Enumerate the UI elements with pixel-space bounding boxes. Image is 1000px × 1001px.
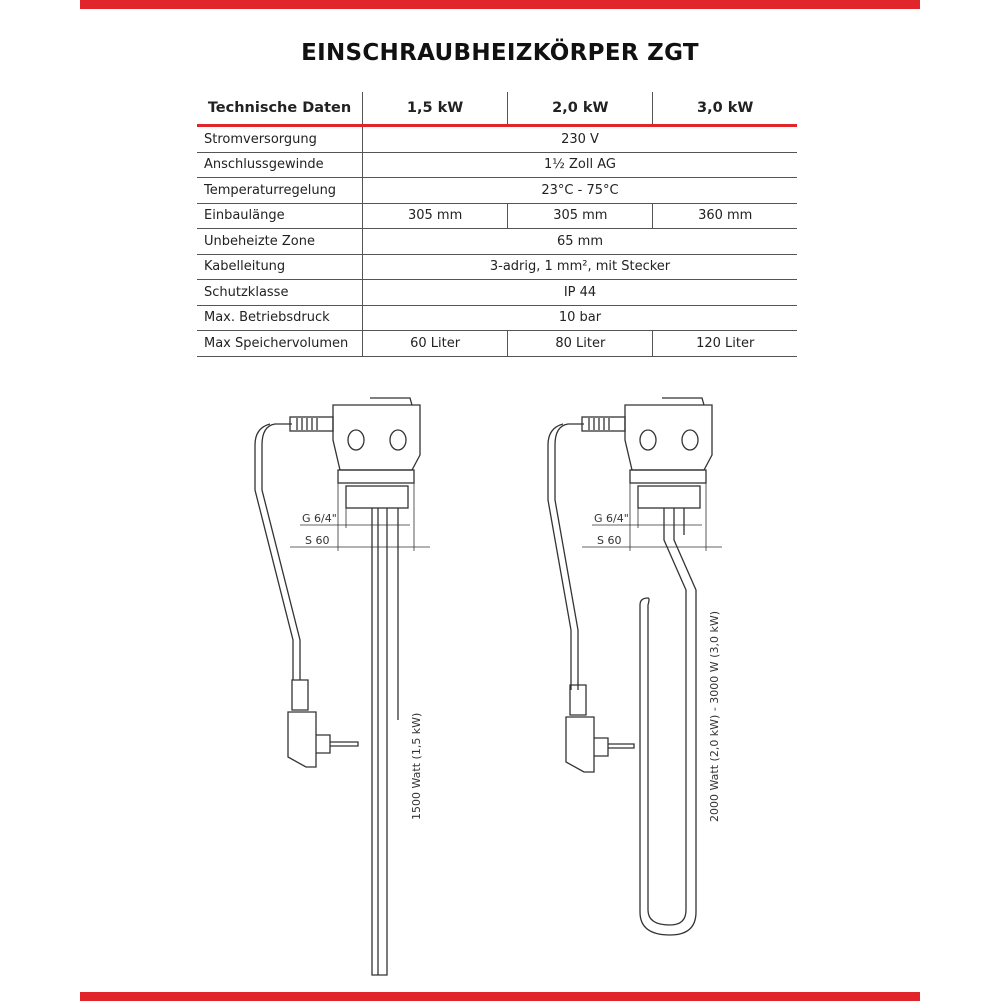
header-1-5kw: 1,5 kW: [363, 92, 508, 126]
row-value: 60 Liter: [363, 331, 508, 357]
cable: [548, 424, 584, 690]
thermostat-head: [333, 398, 420, 470]
row-value: 23°C - 75°C: [363, 178, 798, 204]
thread-label: G 6/4": [302, 512, 337, 525]
row-value: 305 mm: [363, 203, 508, 229]
cable: [255, 424, 300, 680]
size-label: S 60: [597, 534, 622, 547]
thread: [346, 486, 408, 508]
hex-nut: [630, 470, 706, 483]
header-label: Technische Daten: [197, 92, 363, 126]
row-value: 10 bar: [363, 305, 798, 331]
header-2-0kw: 2,0 kW: [508, 92, 653, 126]
grommet-ribs: [297, 418, 317, 430]
row-label: Unbeheizte Zone: [197, 229, 363, 255]
row-value: 65 mm: [363, 229, 798, 255]
thread-label: G 6/4": [594, 512, 629, 525]
size-label: S 60: [305, 534, 330, 547]
row-label: Schutzklasse: [197, 280, 363, 306]
heater-drawing-2-3kw: [548, 398, 722, 935]
power-label: 2000 Watt (2,0 kW) - 3000 W (3,0 kW): [708, 611, 721, 822]
row-value: 3-adrig, 1 mm², mit Stecker: [363, 254, 798, 280]
row-value: 1½ Zoll AG: [363, 152, 798, 178]
row-value: IP 44: [363, 280, 798, 306]
row-label: Temperaturregelung: [197, 178, 363, 204]
thread: [638, 486, 700, 508]
row-value: 360 mm: [653, 203, 797, 229]
row-label: Stromversorgung: [197, 126, 363, 153]
page-title: EINSCHRAUBHEIZKÖRPER ZGT: [301, 40, 699, 66]
power-label: 1500 Watt (1,5 kW): [410, 712, 423, 820]
plug: [566, 685, 634, 772]
row-label: Einbaulänge: [197, 203, 363, 229]
heating-rod: [372, 508, 398, 975]
row-label: Max Speichervolumen: [197, 331, 363, 357]
heater-drawing-1-5kw: [255, 398, 430, 975]
row-value: 80 Liter: [508, 331, 653, 357]
thermostat-head: [625, 398, 712, 470]
row-value: 120 Liter: [653, 331, 797, 357]
header-3-0kw: 3,0 kW: [653, 92, 797, 126]
heating-loop: [640, 508, 696, 935]
row-label: Anschlussgewinde: [197, 152, 363, 178]
plug: [288, 680, 358, 767]
row-label: Kabelleitung: [197, 254, 363, 280]
hex-nut: [338, 470, 414, 483]
grommet-ribs: [589, 418, 609, 430]
row-label: Max. Betriebsdruck: [197, 305, 363, 331]
row-value: 305 mm: [508, 203, 653, 229]
row-value: 230 V: [363, 126, 798, 153]
